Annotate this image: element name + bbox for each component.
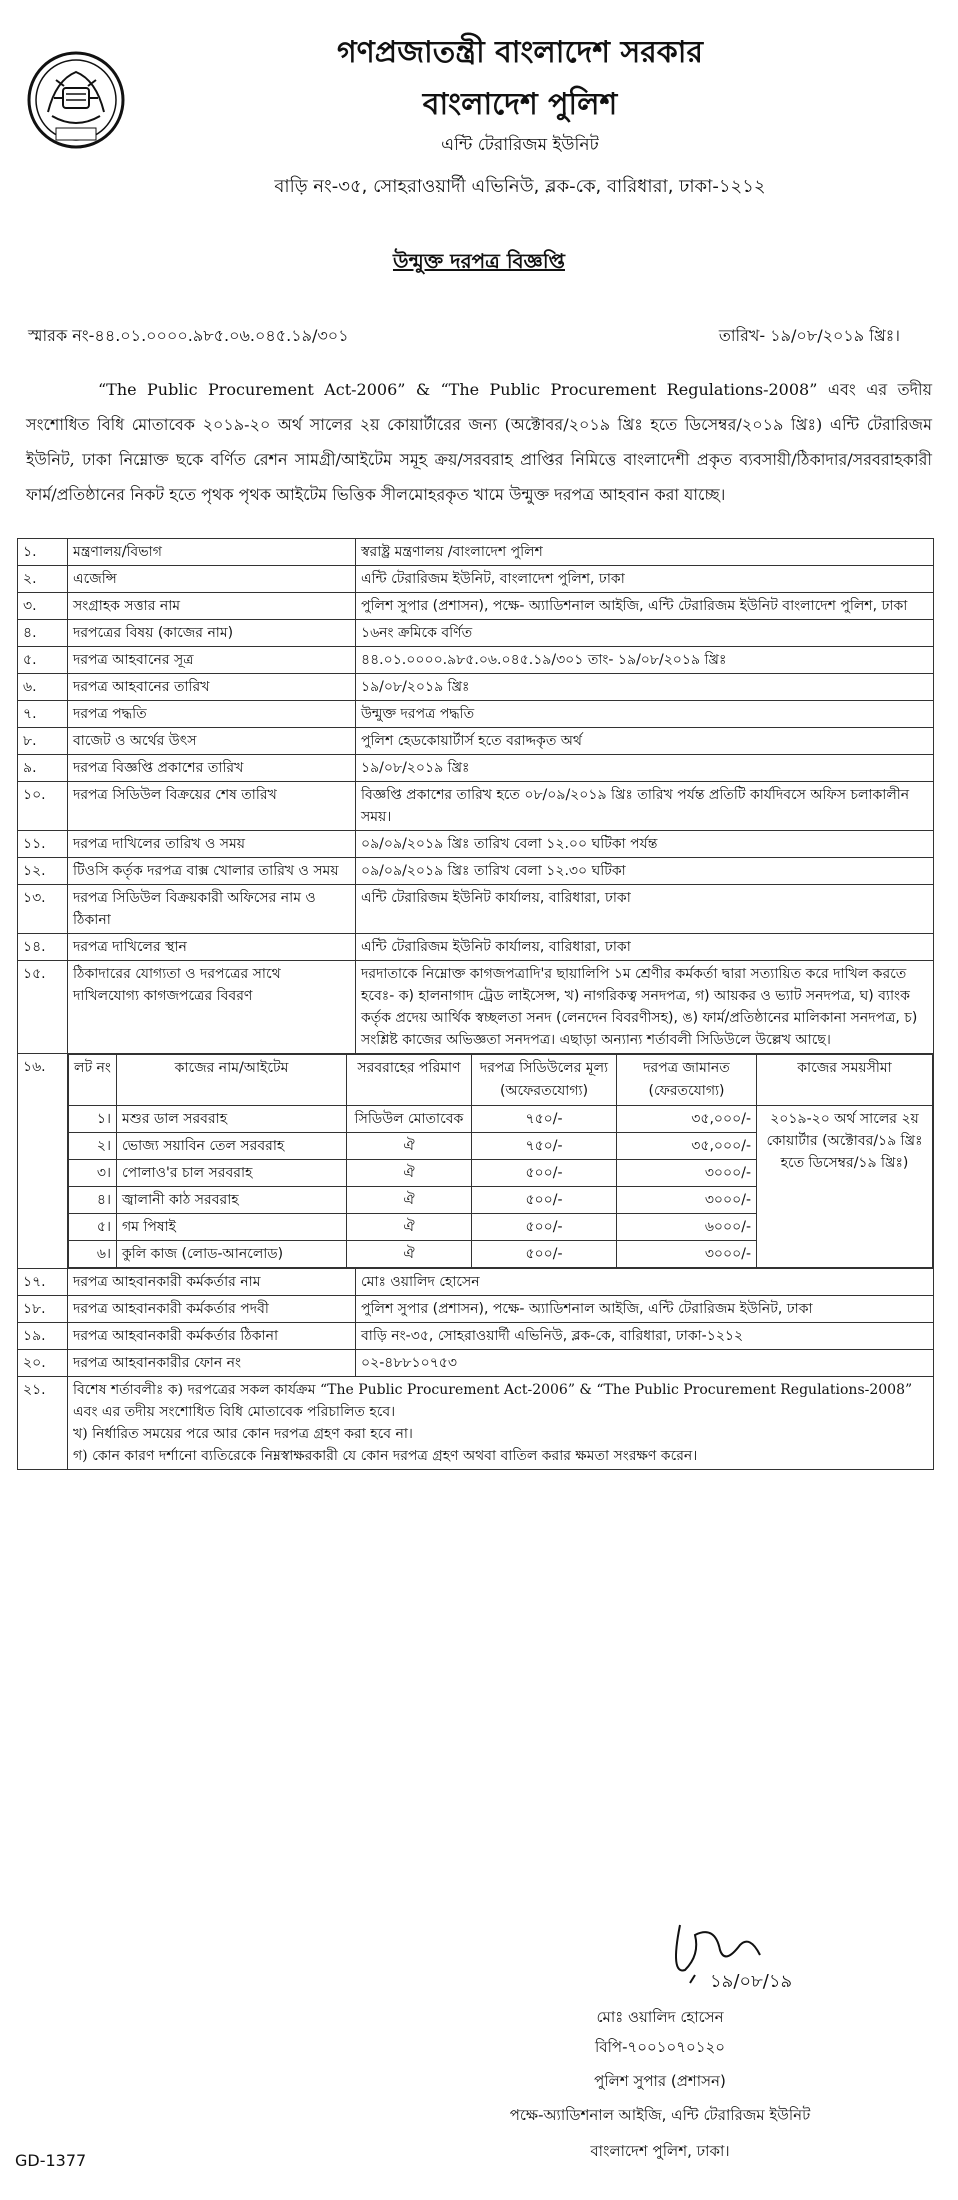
row-label: টিওসি কর্তৃক দরপত্র বাক্স খোলার তারিখ ও সময়: [68, 858, 356, 885]
item-price: ৫০০/-: [472, 1160, 617, 1187]
footer-code: GD-1377: [15, 2151, 87, 2170]
row-number: ১৯.: [18, 1323, 68, 1350]
row-label: দরপত্র আহবানকারীর ফোন নং: [68, 1350, 356, 1377]
item-lot: ৬।: [69, 1241, 117, 1268]
row-label: দরপত্র আহবানকারী কর্মকর্তার নাম: [68, 1269, 356, 1296]
row-value: ১৬নং ক্রমিকে বর্ণিত: [356, 620, 934, 647]
row-value: বিজ্ঞপ্তি প্রকাশের তারিখ হতে ০৮/০৯/২০১৯ খ্রিঃ তারিখ পর্যন্ত প্রতিটি কার্যদিবসে অফিস চলাকালীন সময়।: [356, 782, 934, 831]
row-value: ১৯/০৮/২০১৯ খ্রিঃ: [356, 674, 934, 701]
row-value: এন্টি টেরারিজম ইউনিট কার্যালয়, বারিধারা, ঢাকা: [356, 885, 934, 934]
item-quantity: ঐ: [347, 1241, 472, 1268]
item-lot: ১।: [69, 1106, 117, 1133]
row-number: ৫.: [18, 647, 68, 674]
row-number: ১৬.: [18, 1054, 68, 1269]
signer-bp-number: বিপি-৭০০১০৭০১২০: [594, 2038, 725, 2056]
detail-row: [18, 728, 934, 755]
row-label: দরপত্র দাখিলের স্থান: [68, 934, 356, 961]
row-label: দরপত্র আহবানকারী কর্মকর্তার পদবী: [68, 1296, 356, 1323]
row-number: ৯.: [18, 755, 68, 782]
signature-date: ১৯/০৮/১৯: [710, 1971, 793, 1992]
row-number: ২১.: [18, 1377, 68, 1470]
detail-row: [18, 934, 934, 961]
header-schedule-price: দরপত্র সিডিউলের মূল্য (অফেরতযোগ্য): [472, 1055, 617, 1106]
detail-row: [18, 539, 934, 566]
row-label: দরপত্র সিডিউল বিক্রয়ের শেষ তারিখ: [68, 782, 356, 831]
notice-title: উন্মুক্ত দরপত্র বিজ্ঞপ্তি: [392, 249, 565, 273]
item-name: পোলাও'র চাল সরবরাহ: [117, 1160, 347, 1187]
header-lot: লট নং: [69, 1055, 117, 1106]
row-number: ৩.: [18, 593, 68, 620]
item-price: ৭৫০/-: [472, 1106, 617, 1133]
row-label: দরপত্রের বিষয় (কাজের নাম): [68, 620, 356, 647]
items-table: [68, 1054, 933, 1268]
row-number: ১৭.: [18, 1269, 68, 1296]
row-number: ১৮.: [18, 1296, 68, 1323]
item-price: ৫০০/-: [472, 1241, 617, 1268]
row-number: ১৩.: [18, 885, 68, 934]
detail-row: [18, 1350, 934, 1377]
row-value: পুলিশ হেডকোয়ার্টার্স হতে বরাদ্দকৃত অর্থ: [356, 728, 934, 755]
item-security: ৩০০০/-: [617, 1187, 757, 1214]
signature-mark: [640, 1915, 860, 1995]
header-address: বাড়ি নং-৩৫, সোহরাওয়ার্দী এভিনিউ, ব্লক-কে, বারিধারা, ঢাকা-১২১২: [274, 176, 766, 197]
row-value: ০৯/০৯/২০১৯ খ্রিঃ তারিখ বেলা ১২.০০ ঘটিকা পর্যন্ত: [356, 831, 934, 858]
row-number: ১৪.: [18, 934, 68, 961]
item-name: জ্বালানী কাঠ সরবরাহ: [117, 1187, 347, 1214]
row-value: বাড়ি নং-৩৫, সোহরাওয়ার্দী এভিনিউ, ব্লক-কে, বারিধারা, ঢাকা-১২১২: [356, 1323, 934, 1350]
row-number: ৭.: [18, 701, 68, 728]
item-price: ৭৫০/-: [472, 1133, 617, 1160]
detail-row: [18, 566, 934, 593]
row-value: স্বরাষ্ট্র মন্ত্রণালয় /বাংলাদেশ পুলিশ: [356, 539, 934, 566]
detail-row: [18, 1323, 934, 1350]
detail-row: [18, 1296, 934, 1323]
item-price: ৫০০/-: [472, 1214, 617, 1241]
header-security: দরপত্র জামানত (ফেরতযোগ্য): [617, 1055, 757, 1106]
row-label: দরপত্র দাখিলের তারিখ ও সময়: [68, 831, 356, 858]
detail-row: [18, 701, 934, 728]
row-value: এন্টি টেরারিজম ইউনিট কার্যালয়, বারিধারা, ঢাকা: [356, 934, 934, 961]
row-number: ১০.: [18, 782, 68, 831]
item-name: ভোজ্য সয়াবিন তেল সরবরাহ: [117, 1133, 347, 1160]
row-label: মন্ত্রণালয়/বিভাগ: [68, 539, 356, 566]
item-quantity: ঐ: [347, 1214, 472, 1241]
signer-organization: বাংলাদেশ পুলিশ, ঢাকা।: [590, 2142, 730, 2160]
row-value: দরদাতাকে নিম্নোক্ত কাগজপত্রাদি'র ছায়ালিপি ১ম শ্রেণীর কর্মকর্তা দ্বারা সত্যায়িত করে দাখিল করতে হবেঃ- ক) হালনাগাদ ট্রেড লাইসেন্স, খ) নাগরিকত্ব সনদপত্র, গ) আয়কর ও ভ্যাট সনদপত্র, ঘ) ব্যাংক কর্তৃক প্রদেয় আর্থিক স্বচ্ছলতা সনদ (লেনদেন বিবরণীসহ), ঙ) ফার্ম/প্রতিষ্ঠানের মালিকানা সনদপত্র, চ) সংশ্লিষ্ট কাজের অভিজ্ঞতা সনদপত্র। এছাড়া অন্যান্য শর্তাবলী সিডিউলে উল্লেখ আছে।: [356, 961, 934, 1054]
row-value: ৪৪.০১.০০০০.৯৮৫.০৬.০৪৫.১৯/৩০১ তাং- ১৯/০৮/২০১৯ খ্রিঃ: [356, 647, 934, 674]
header-period: কাজের সময়সীমা: [757, 1055, 933, 1106]
detail-row: [18, 647, 934, 674]
items-header-row: [69, 1055, 933, 1106]
signer-designation: পুলিশ সুপার (প্রশাসন): [594, 2072, 726, 2090]
notice-date: তারিখ- ১৯/০৮/২০১৯ খ্রিঃ।: [718, 326, 900, 345]
row-label: দরপত্র পদ্ধতি: [68, 701, 356, 728]
row-number: ১৫.: [18, 961, 68, 1054]
detail-row: [18, 674, 934, 701]
row-label: দরপত্র বিজ্ঞপ্তি প্রকাশের তারিখ: [68, 755, 356, 782]
row-number: ২.: [18, 566, 68, 593]
row-value: ১৯/০৮/২০১৯ খ্রিঃ: [356, 755, 934, 782]
row-label: বাজেট ও অর্থের উৎস: [68, 728, 356, 755]
detail-row: [18, 782, 934, 831]
row-value: পুলিশ সুপার (প্রশাসন), পক্ষে- অ্যাডিশনাল আইজি, এন্টি টেরারিজম ইউনিট, ঢাকা: [356, 1296, 934, 1323]
item-price: ৫০০/-: [472, 1187, 617, 1214]
header-title: গণপ্রজাতন্ত্রী বাংলাদেশ সরকার: [337, 35, 703, 70]
detail-row: [18, 885, 934, 934]
detail-row: [18, 831, 934, 858]
item-security: ৩০০০/-: [617, 1160, 757, 1187]
detail-row: [18, 858, 934, 885]
row-label: দরপত্র আহবানকারী কর্মকর্তার ঠিকানা: [68, 1323, 356, 1350]
item-lot: ৫।: [69, 1214, 117, 1241]
row-value: এন্টি টেরারিজম ইউনিট, বাংলাদেশ পুলিশ, ঢাকা: [356, 566, 934, 593]
conditions-row: [18, 1377, 934, 1470]
condition-a: বিশেষ শর্তাবলীঃ ক) দরপত্রের সকল কার্যক্রম “The Public Procurement Act-2006” & “The Public Procurement Regulations-2008” এবং এর তদীয় সংশোধিত বিধি মোতাবেক পরিচালিত হবে।: [73, 1382, 913, 1420]
row-number: ৮.: [18, 728, 68, 755]
item-quantity: ঐ: [347, 1133, 472, 1160]
condition-c: গ) কোন কারণ দর্শানো ব্যতিরেকে নিম্নস্বাক্ষরকারী যে কোন দরপত্র গ্রহণ অথবা বাতিল করার ক্ষমতা সংরক্ষণ করেন।: [73, 1448, 698, 1464]
row-label: এজেন্সি: [68, 566, 356, 593]
item-name: মশুর ডাল সরবরাহ: [117, 1106, 347, 1133]
row-label: দরপত্র আহবানের সূত্র: [68, 647, 356, 674]
row-value: ০২-৪৮৮১০৭৫৩: [356, 1350, 934, 1377]
row-value: মোঃ ওয়ালিদ হোসেন: [356, 1269, 934, 1296]
row-number: ১১.: [18, 831, 68, 858]
item-period: ২০১৯-২০ অর্থ সালের ২য় কোয়ার্টার (অক্টোবর/১৯ খ্রিঃ হতে ডিসেম্বর/১৯ খ্রিঃ): [757, 1106, 933, 1268]
row-value: ০৯/০৯/২০১৯ খ্রিঃ তারিখ বেলা ১২.৩০ ঘটিকা: [356, 858, 934, 885]
item-security: ৬০০০/-: [617, 1214, 757, 1241]
item-security: ৩৫,০০০/-: [617, 1133, 757, 1160]
row-value: পুলিশ সুপার (প্রশাসন), পক্ষে- অ্যাডিশনাল আইজি, এন্টি টেরারিজম ইউনিট বাংলাদেশ পুলিশ, ঢাকা: [356, 593, 934, 620]
items-row: [18, 1054, 934, 1269]
header-item-name: কাজের নাম/আইটেম: [117, 1055, 347, 1106]
item-row: [69, 1106, 933, 1133]
row-number: ২০.: [18, 1350, 68, 1377]
item-security: ৩০০০/-: [617, 1241, 757, 1268]
row-label: দরপত্র আহবানের তারিখ: [68, 674, 356, 701]
row-number: ৬.: [18, 674, 68, 701]
item-lot: ৪।: [69, 1187, 117, 1214]
detail-row: [18, 620, 934, 647]
row-number: ১.: [18, 539, 68, 566]
police-emblem-icon: [26, 50, 126, 150]
row-number: ৪.: [18, 620, 68, 647]
condition-b: খ) নির্ধারিত সময়ের পরে আর কোন দরপত্র গ্রহণ করা হবে না।: [73, 1426, 413, 1442]
item-quantity: ঐ: [347, 1160, 472, 1187]
row-label: সংগ্রাহক সত্তার নাম: [68, 593, 356, 620]
header-unit: এন্টি টেরারিজম ইউনিট: [441, 135, 599, 155]
item-name: কুলি কাজ (লোড-আনলোড): [117, 1241, 347, 1268]
memo-number: স্মারক নং-৪৪.০১.০০০০.৯৮৫.০৬.০৪৫.১৯/৩০১: [28, 326, 349, 345]
item-lot: ২।: [69, 1133, 117, 1160]
item-name: গম পিষাই: [117, 1214, 347, 1241]
row-label: ঠিকাদারের যোগ্যতা ও দরপত্রের সাথে দাখিলযোগ্য কাগজপত্রের বিবরণ: [68, 961, 356, 1054]
header-subtitle: বাংলাদেশ পুলিশ: [422, 87, 618, 122]
item-quantity: ঐ: [347, 1187, 472, 1214]
header-quantity: সরবরাহের পরিমাণ: [347, 1055, 472, 1106]
row-number: ১২.: [18, 858, 68, 885]
detail-row: [18, 1269, 934, 1296]
item-security: ৩৫,০০০/-: [617, 1106, 757, 1133]
signer-name: মোঃ ওয়ালিদ হোসেন: [596, 2008, 724, 2026]
item-quantity: সিডিউল মোতাবেক: [347, 1106, 472, 1133]
detail-row: [18, 593, 934, 620]
detail-row: [18, 755, 934, 782]
detail-row: [18, 961, 934, 1054]
signer-on-behalf: পক্ষে-অ্যাডিশনাল আইজি, এন্টি টেরারিজম ইউনিট: [509, 2106, 811, 2124]
tender-details-table: [17, 538, 934, 1470]
item-lot: ৩।: [69, 1160, 117, 1187]
row-value: উন্মুক্ত দরপত্র পদ্ধতি: [356, 701, 934, 728]
intro-paragraph: “The Public Procurement Act-2006” & “The Public Procurement Regulations-2008” এবং এর তদীয় সংশোধিত বিধি মোতাবেক ২০১৯-২০ অর্থ সালের ২য় কোয়ার্টারের জন্য (অক্টোবর/২০১৯ খ্রিঃ হতে ডিসেম্বর/২০১৯ খ্রিঃ) এন্টি টেরারিজম ইউনিট, ঢাকা নিম্নোক্ত ছকে বর্ণিত রেশন সামগ্রী/আইটেম সমূহ ক্রয়/সরবরাহ প্রাপ্তির নিমিত্তে বাংলাদেশী প্রকৃত ব্যবসায়ী/ঠিকাদার/সরবরাহকারী ফার্ম/প্রতিষ্ঠানের নিকট হতে পৃথক পৃথক আইটেম ভিত্তিক সীলমোহরকৃত খামে উন্মুক্ত দরপত্র আহবান করা যাচ্ছে।: [26, 380, 932, 504]
row-label: দরপত্র সিডিউল বিক্রয়কারী অফিসের নাম ও ঠিকানা: [68, 885, 356, 934]
